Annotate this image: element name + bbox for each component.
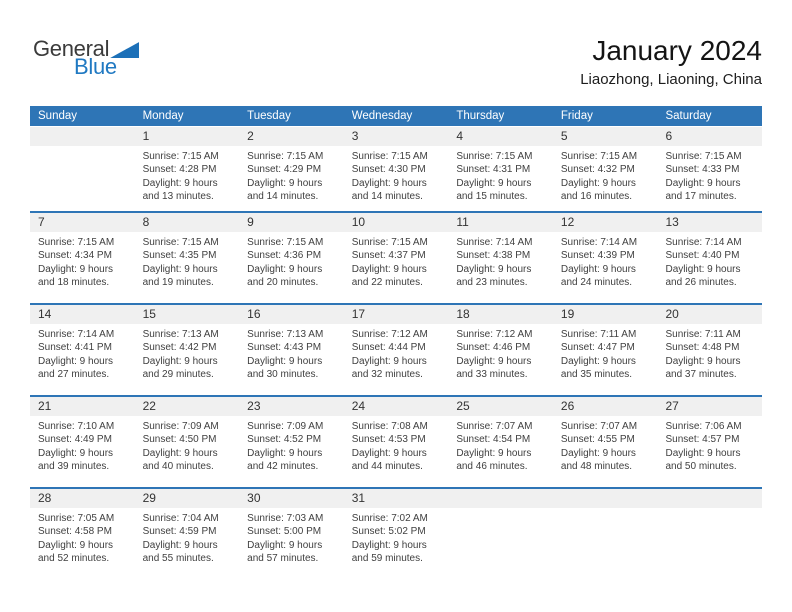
day-daylight: Daylight: 9 hours and 37 minutes. <box>665 355 741 381</box>
day-number: 22 <box>135 397 240 416</box>
day-daylight: Daylight: 9 hours and 35 minutes. <box>560 355 636 381</box>
day-number: 21 <box>30 397 135 416</box>
day-details <box>553 324 658 382</box>
day-number: 15 <box>135 305 240 324</box>
day-number: 30 <box>239 489 344 508</box>
day-number: 7 <box>30 213 135 232</box>
day-details <box>657 232 762 290</box>
day-number: 20 <box>657 305 762 324</box>
day-number <box>448 489 553 508</box>
day-cell <box>239 489 344 579</box>
day-sunset: Sunset: 4:54 PM <box>456 434 531 446</box>
day-cell <box>344 397 449 487</box>
day-sunrise: Sunrise: 7:09 AM <box>142 421 219 432</box>
day-daylight: Daylight: 9 hours and 55 minutes. <box>142 539 218 565</box>
day-details <box>657 146 762 204</box>
day-sunrise: Sunrise: 7:14 AM <box>456 237 533 248</box>
day-sunrise: Sunrise: 7:07 AM <box>456 421 533 432</box>
day-sunset: Sunset: 4:35 PM <box>142 250 217 262</box>
day-cell <box>239 305 344 395</box>
logo-text-blue: Blue <box>74 54 117 79</box>
weekday-cell-tuesday: Tuesday <box>247 110 291 122</box>
week-row <box>30 211 762 303</box>
day-number: 11 <box>448 213 553 232</box>
day-cell <box>448 213 553 303</box>
day-sunrise: Sunrise: 7:05 AM <box>38 513 115 524</box>
day-number: 10 <box>344 213 449 232</box>
day-number: 8 <box>135 213 240 232</box>
day-number: 19 <box>553 305 658 324</box>
day-details <box>239 416 344 474</box>
weekday-cell-thursday: Thursday <box>456 110 505 122</box>
day-cell <box>135 489 240 579</box>
day-details <box>553 232 658 290</box>
day-sunset: Sunset: 4:32 PM <box>560 164 635 176</box>
day-cell <box>344 127 449 211</box>
day-cell <box>657 305 762 395</box>
day-sunset: Sunset: 4:53 PM <box>351 434 426 446</box>
day-sunrise: Sunrise: 7:15 AM <box>665 151 742 162</box>
calendar <box>30 106 762 579</box>
day-daylight: Daylight: 9 hours and 48 minutes. <box>560 447 636 473</box>
day-sunset: Sunset: 4:47 PM <box>560 342 635 354</box>
day-details <box>448 232 553 290</box>
day-number: 17 <box>344 305 449 324</box>
day-details <box>553 416 658 474</box>
day-daylight: Daylight: 9 hours and 46 minutes. <box>456 447 532 473</box>
day-number: 23 <box>239 397 344 416</box>
day-cell <box>30 213 135 303</box>
day-sunset: Sunset: 4:39 PM <box>560 250 635 262</box>
day-details <box>448 324 553 382</box>
day-sunset: Sunset: 4:42 PM <box>142 342 217 354</box>
day-daylight: Daylight: 9 hours and 16 minutes. <box>560 177 636 203</box>
day-number <box>30 127 135 146</box>
day-details <box>135 232 240 290</box>
day-sunset: Sunset: 4:50 PM <box>142 434 217 446</box>
day-cell <box>239 213 344 303</box>
day-sunset: Sunset: 4:48 PM <box>665 342 740 354</box>
day-sunset: Sunset: 4:34 PM <box>38 250 112 262</box>
empty-day-cell <box>553 489 658 579</box>
week-row <box>30 303 762 395</box>
day-details <box>135 416 240 474</box>
day-sunset: Sunset: 5:00 PM <box>247 526 322 538</box>
day-details <box>448 416 553 474</box>
calendar-weeks <box>30 127 762 579</box>
day-number: 5 <box>553 127 658 146</box>
day-daylight: Daylight: 9 hours and 32 minutes. <box>351 355 427 381</box>
day-details <box>344 324 449 382</box>
day-sunrise: Sunrise: 7:15 AM <box>142 151 219 162</box>
day-details <box>135 146 240 204</box>
day-sunrise: Sunrise: 7:04 AM <box>142 513 219 524</box>
day-details <box>239 508 344 566</box>
day-details <box>657 416 762 474</box>
day-number: 2 <box>239 127 344 146</box>
day-sunset: Sunset: 4:33 PM <box>665 164 740 176</box>
day-sunrise: Sunrise: 7:15 AM <box>560 151 638 162</box>
day-daylight: Daylight: 9 hours and 13 minutes. <box>142 177 218 203</box>
weekday-cell-wednesday: Wednesday <box>351 110 413 122</box>
day-sunrise: Sunrise: 7:09 AM <box>247 421 324 432</box>
day-details <box>239 146 344 204</box>
day-sunrise: Sunrise: 7:15 AM <box>142 237 219 248</box>
day-sunset: Sunset: 4:30 PM <box>351 164 426 176</box>
day-daylight: Daylight: 9 hours and 52 minutes. <box>38 539 114 565</box>
day-daylight: Daylight: 9 hours and 44 minutes. <box>351 447 427 473</box>
day-sunrise: Sunrise: 7:02 AM <box>351 513 428 524</box>
day-cell <box>657 213 762 303</box>
weekday-cell-monday: Monday <box>142 110 184 122</box>
day-cell <box>135 213 240 303</box>
day-sunrise: Sunrise: 7:15 AM <box>38 237 115 248</box>
day-sunset: Sunset: 4:44 PM <box>351 342 426 354</box>
weekday-header <box>30 106 762 126</box>
day-daylight: Daylight: 9 hours and 19 minutes. <box>142 263 218 289</box>
day-cell <box>30 489 135 579</box>
day-daylight: Daylight: 9 hours and 20 minutes. <box>247 263 323 289</box>
day-number: 12 <box>553 213 658 232</box>
day-daylight: Daylight: 9 hours and 23 minutes. <box>456 263 532 289</box>
day-daylight: Daylight: 9 hours and 42 minutes. <box>247 447 323 473</box>
day-sunset: Sunset: 4:38 PM <box>456 250 531 262</box>
day-sunset: Sunset: 4:58 PM <box>38 526 112 538</box>
day-sunset: Sunset: 4:36 PM <box>247 250 322 262</box>
day-details <box>657 324 762 382</box>
day-number: 26 <box>553 397 658 416</box>
logo <box>33 38 139 77</box>
day-sunrise: Sunrise: 7:13 AM <box>247 329 324 340</box>
day-number: 3 <box>344 127 449 146</box>
day-cell <box>344 305 449 395</box>
day-number: 25 <box>448 397 553 416</box>
day-details <box>344 146 449 204</box>
day-sunrise: Sunrise: 7:11 AM <box>560 329 637 340</box>
day-details <box>30 232 135 290</box>
day-sunrise: Sunrise: 7:07 AM <box>560 421 638 432</box>
weekday-cell-sunday: Sunday <box>38 110 78 122</box>
day-details <box>239 232 344 290</box>
day-daylight: Daylight: 9 hours and 18 minutes. <box>38 263 114 289</box>
day-sunrise: Sunrise: 7:13 AM <box>142 329 219 340</box>
day-sunrise: Sunrise: 7:14 AM <box>38 329 115 340</box>
day-sunset: Sunset: 4:29 PM <box>247 164 322 176</box>
day-sunset: Sunset: 4:46 PM <box>456 342 531 354</box>
empty-day-cell <box>30 127 135 211</box>
page-subtitle: Liaozhong, Liaoning, China <box>580 71 762 88</box>
day-sunset: Sunset: 4:49 PM <box>38 434 112 446</box>
day-cell <box>30 397 135 487</box>
day-cell <box>553 213 658 303</box>
day-number: 16 <box>239 305 344 324</box>
day-daylight: Daylight: 9 hours and 14 minutes. <box>247 177 323 203</box>
day-daylight: Daylight: 9 hours and 39 minutes. <box>38 447 114 473</box>
day-cell <box>239 397 344 487</box>
day-number: 27 <box>657 397 762 416</box>
day-cell <box>135 305 240 395</box>
day-daylight: Daylight: 9 hours and 14 minutes. <box>351 177 427 203</box>
page-title: January 2024 <box>592 35 762 66</box>
day-cell <box>448 305 553 395</box>
day-sunset: Sunset: 4:31 PM <box>456 164 531 176</box>
day-sunset: Sunset: 5:02 PM <box>351 526 426 538</box>
day-number: 18 <box>448 305 553 324</box>
day-details <box>344 416 449 474</box>
day-number: 13 <box>657 213 762 232</box>
day-details <box>553 146 658 204</box>
empty-day-cell <box>448 489 553 579</box>
day-daylight: Daylight: 9 hours and 33 minutes. <box>456 355 532 381</box>
day-sunrise: Sunrise: 7:12 AM <box>351 329 428 340</box>
day-details <box>30 416 135 474</box>
day-number: 29 <box>135 489 240 508</box>
empty-day-cell <box>657 489 762 579</box>
day-number: 6 <box>657 127 762 146</box>
day-daylight: Daylight: 9 hours and 17 minutes. <box>665 177 741 203</box>
day-daylight: Daylight: 9 hours and 22 minutes. <box>351 263 427 289</box>
day-number <box>657 489 762 508</box>
day-daylight: Daylight: 9 hours and 50 minutes. <box>665 447 741 473</box>
week-row <box>30 127 762 211</box>
day-daylight: Daylight: 9 hours and 30 minutes. <box>247 355 323 381</box>
day-cell <box>448 397 553 487</box>
day-sunrise: Sunrise: 7:15 AM <box>247 151 324 162</box>
day-cell <box>448 127 553 211</box>
day-sunrise: Sunrise: 7:11 AM <box>665 329 741 340</box>
day-sunrise: Sunrise: 7:06 AM <box>665 421 742 432</box>
day-daylight: Daylight: 9 hours and 29 minutes. <box>142 355 218 381</box>
day-daylight: Daylight: 9 hours and 15 minutes. <box>456 177 532 203</box>
week-row <box>30 395 762 487</box>
day-daylight: Daylight: 9 hours and 24 minutes. <box>560 263 636 289</box>
day-details <box>344 508 449 566</box>
day-number: 9 <box>239 213 344 232</box>
day-details <box>344 232 449 290</box>
day-sunrise: Sunrise: 7:14 AM <box>665 237 742 248</box>
day-cell <box>344 213 449 303</box>
day-number: 14 <box>30 305 135 324</box>
day-sunset: Sunset: 4:40 PM <box>665 250 740 262</box>
day-cell <box>553 127 658 211</box>
day-sunrise: Sunrise: 7:15 AM <box>351 237 428 248</box>
logo-text-general: General <box>33 36 110 61</box>
day-number <box>553 489 658 508</box>
day-cell <box>553 397 658 487</box>
day-daylight: Daylight: 9 hours and 59 minutes. <box>351 539 427 565</box>
day-sunrise: Sunrise: 7:15 AM <box>456 151 533 162</box>
day-sunrise: Sunrise: 7:14 AM <box>560 237 638 248</box>
day-details <box>135 324 240 382</box>
day-cell <box>239 127 344 211</box>
day-details <box>448 146 553 204</box>
day-number: 24 <box>344 397 449 416</box>
day-number: 4 <box>448 127 553 146</box>
day-cell <box>30 305 135 395</box>
weekday-cell-saturday: Saturday <box>665 110 712 122</box>
day-number: 28 <box>30 489 135 508</box>
day-sunset: Sunset: 4:37 PM <box>351 250 426 262</box>
day-sunset: Sunset: 4:57 PM <box>665 434 740 446</box>
day-sunrise: Sunrise: 7:03 AM <box>247 513 324 524</box>
week-row <box>30 487 762 579</box>
day-sunset: Sunset: 4:55 PM <box>560 434 635 446</box>
day-cell <box>135 397 240 487</box>
day-sunrise: Sunrise: 7:08 AM <box>351 421 428 432</box>
day-sunrise: Sunrise: 7:15 AM <box>247 237 324 248</box>
title-block <box>580 36 762 89</box>
day-details <box>30 508 135 566</box>
day-sunset: Sunset: 4:28 PM <box>142 164 217 176</box>
day-cell <box>553 305 658 395</box>
day-daylight: Daylight: 9 hours and 27 minutes. <box>38 355 114 381</box>
day-details <box>30 324 135 382</box>
day-sunrise: Sunrise: 7:12 AM <box>456 329 533 340</box>
weekday-cell-friday: Friday <box>560 110 593 122</box>
day-cell <box>135 127 240 211</box>
day-sunrise: Sunrise: 7:15 AM <box>351 151 428 162</box>
day-sunrise: Sunrise: 7:10 AM <box>38 421 115 432</box>
day-sunset: Sunset: 4:52 PM <box>247 434 322 446</box>
day-cell <box>344 489 449 579</box>
day-number: 31 <box>344 489 449 508</box>
day-sunset: Sunset: 4:43 PM <box>247 342 322 354</box>
day-cell <box>657 397 762 487</box>
day-sunset: Sunset: 4:59 PM <box>142 526 217 538</box>
day-cell <box>657 127 762 211</box>
day-details <box>239 324 344 382</box>
day-details <box>135 508 240 566</box>
day-sunset: Sunset: 4:41 PM <box>38 342 112 354</box>
day-number: 1 <box>135 127 240 146</box>
day-daylight: Daylight: 9 hours and 26 minutes. <box>665 263 741 289</box>
day-daylight: Daylight: 9 hours and 40 minutes. <box>142 447 218 473</box>
day-daylight: Daylight: 9 hours and 57 minutes. <box>247 539 323 565</box>
